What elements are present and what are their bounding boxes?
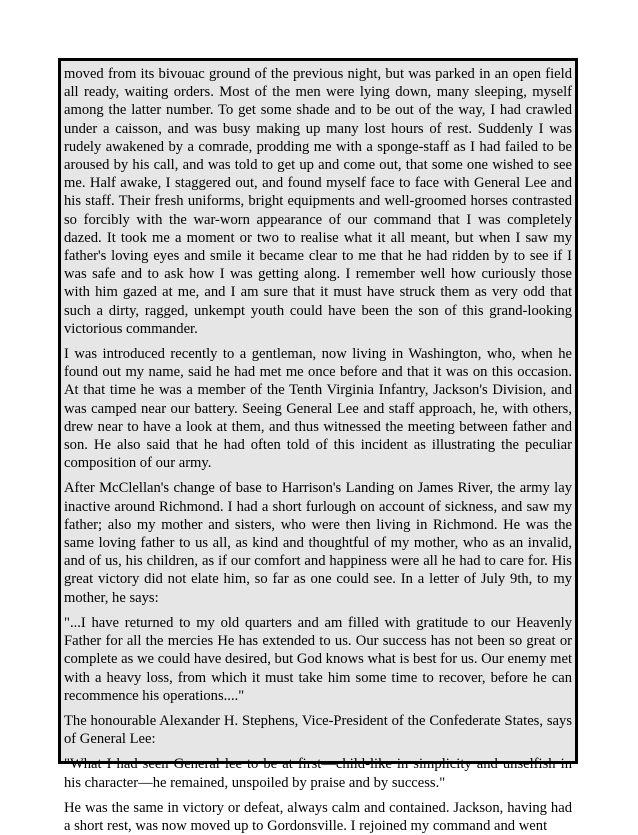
page-frame xyxy=(58,58,578,834)
stephens-quote: "What I had seen General lee to be at first—child-like in simplicity and unselfish in his character—he remained, unspoiled by praise and by success." xyxy=(64,756,572,791)
paragraph-3: After McClellan's change of base to Harrison's Landing on James River, the army lay inactive around Richmond. I had a short furlough on account of sickness, and saw my father; also my mother and sisters, who were then living in Richmond. He was the same loving father to us all, as kind and thoughtful of my mother, who as an invalid, and of us, his children, as if our comfort and happiness were all he had to care for. His great victory did not elate him, so far as one could see. In a letter of July 9th, to my mother, he says: xyxy=(64,480,572,606)
paragraph-5: The honourable Alexander H. Stephens, Vice-President of the Confederate States, says of General Lee: xyxy=(64,712,572,748)
paragraph-7: He was the same in victory or defeat, always calm and contained. Jackson, having had a short rest, was now moved up to Gordonsville. I rejoined my command and went xyxy=(64,799,572,834)
paragraph-1: moved from its bivouac ground of the previous night, but was parked in an open field all ready, waiting orders. Most of the men were lying down, many sleeping, myself among the latter number. To get some shade and to be out of the way, I had crawled under a caisson, and was busy making up many lost hours of rest. Suddenly I was rudely awakened by a comrade, prodding me with a sponge-staff as I had failed to be aroused by his call, and was told to get up and come out, that some one wished to see me. Half awake, I staggered out, and found myself face to face with General Lee and his staff. Their fresh uniforms, bright equipments and well-groomed horses contrasted so forcibly with the war-worn appearance of our command that I was completely dazed. It took me a moment or two to realise what it all meant, but when I saw my father's loving eyes and smile it became clear to me that he had ridden by to see if I was safe and to ask how I was getting along. I remember well how curiously those with him gazed at me, and I am sure that it must have struck them as very odd that such a dirty, ragged, unkempt youth could have been the son of this grand-looking victorious commander. xyxy=(64,66,572,337)
letter-quote: "...I have returned to my old quarters and am filled with gratitude to our Heavenly Father for all the mercies He has extended to us. Our success has not been so great or complete as we could have desired, but God knows what is best for us. Our enemy met with a heavy loss, from which it must take him some time to recover, before he can recommence his operations...." xyxy=(64,614,572,704)
paragraph-2: I was introduced recently to a gentleman, now living in Washington, who, when he found out my name, said he had met me once before and that it was on this occasion. At that time he was a member of the Tenth Virginia Infantry, Jackson's Division, and was camped near our battery. Seeing General Lee and staff approach, he, with others, drew near to have a look at them, and thus witnessed the meeting between father and son. He also said that he had often told of this incident as illustrating the peculiar composition of our army. xyxy=(64,346,572,472)
